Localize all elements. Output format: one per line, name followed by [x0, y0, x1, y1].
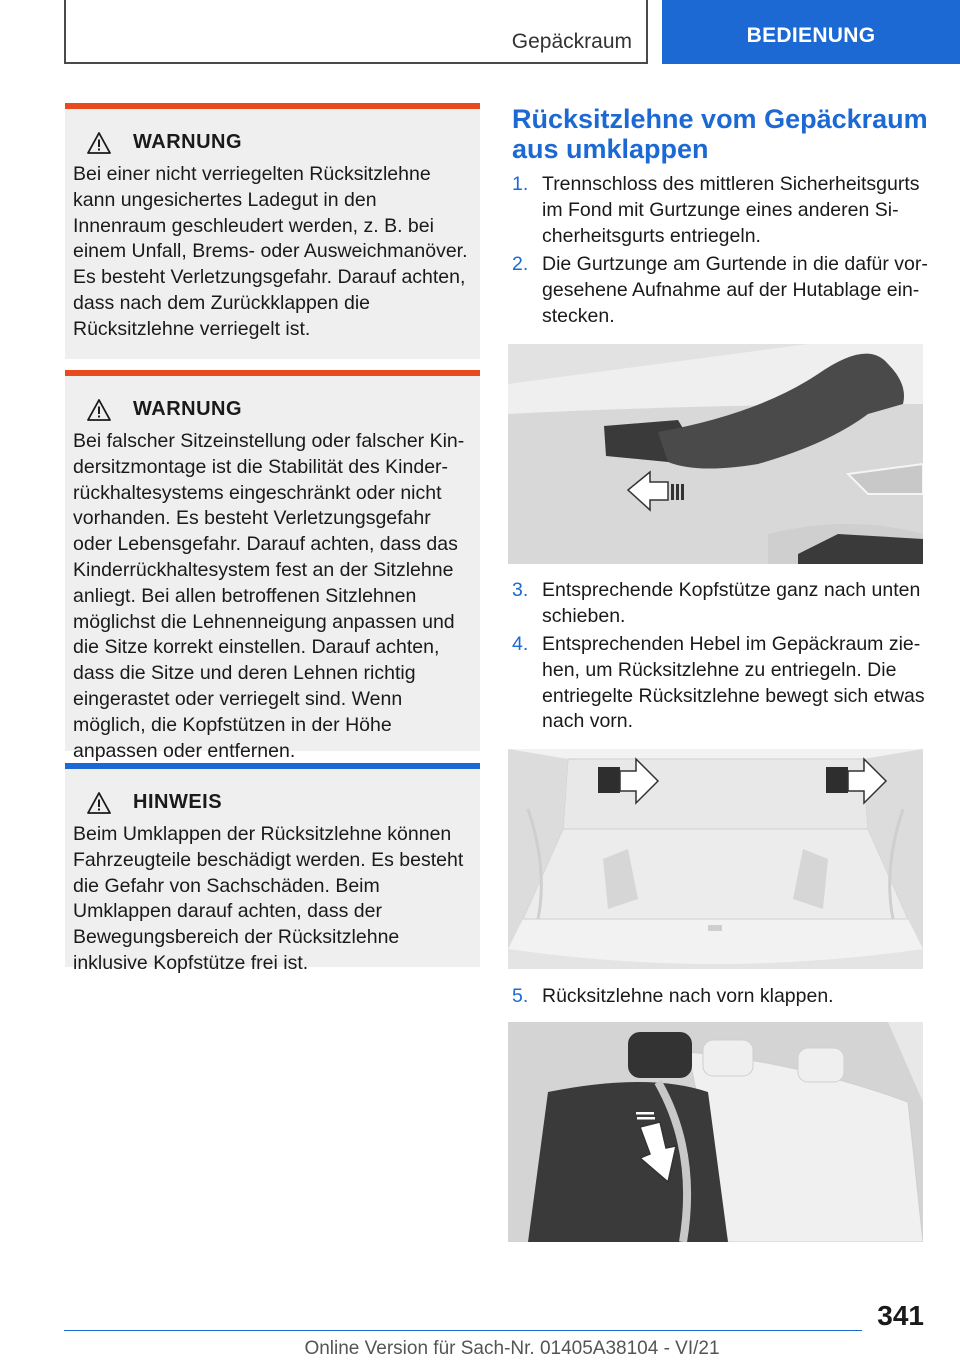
warning-triangle-icon: [87, 132, 111, 154]
page-number: 341: [877, 1300, 924, 1331]
section-title: Gepäckraum: [511, 30, 632, 53]
step-number: 2.: [512, 253, 529, 275]
warning-triangle-icon: [87, 399, 111, 421]
footer-divider: [64, 1330, 862, 1331]
step-number: 4.: [512, 633, 529, 655]
hint-title: HINWEIS: [133, 791, 223, 813]
hint-text: Beim Umklappen der Rücksitzlehne können Fahrzeugteile beschädigt werden. Es besteht die Gefahr von Sachschäden. Beim Umklappen darauf achten, dass der Bewegungsbereich der Rücksitzlehne inklusive Kopfstütze frei ist.: [73, 823, 464, 974]
warning-triangle-icon: [87, 792, 111, 814]
warning-box-1: [65, 103, 480, 359]
step-text: Trennschloss des mittleren Sicherheitsgurts im Fond mit Gurtzunge eines anderen Sicherheitsgurts entriegeln.: [542, 173, 920, 247]
figure-seat-fold: [508, 1022, 923, 1242]
section-heading: Rücksitzlehne vom Gepäckraum aus umklappen: [512, 104, 928, 164]
step-text: Rücksitzlehne nach vorn klappen.: [542, 985, 834, 1007]
step-1: [512, 172, 932, 249]
step-3: [512, 578, 932, 630]
warning-text: Bei falscher Sitzeinstellung oder falscher Kindersitzmontage ist die Stabilität des Kinderrückhaltesystems eingeschränkt oder nicht vorhanden. Es besteht Verletzungsgefahr oder Lebensgefahr. Darauf achten, dass das Kinderrückhaltesystem fest an der Sitzlehne anliegt. Bei allen betroffenen Sitzlehnen möglichst die Lehnenneigung anpassen und die Sitze korrekt einstellen. Darauf achten, dass die Sitze und deren Lehnen richtig eingerastet oder verriegelt sind. Wenn möglich, die Kopfstützen in der Höhe anpassen oder entfernen.: [73, 430, 465, 762]
figure-parcel-shelf: [508, 344, 923, 564]
footer-text: Online Version für Sach-Nr. 01405A38104 - VI/21: [304, 1338, 720, 1359]
chapter-tab: BEDIENUNG: [662, 0, 960, 64]
header-bar: [64, 0, 648, 64]
step-text: Entsprechenden Hebel im Gepäckraum ziehen, um Rücksitzlehne zu entriegeln. Die entriegelte Rücksitzlehne bewegt sich etwas nach vorn.: [542, 633, 925, 733]
step-4: [512, 632, 932, 735]
step-number: 1.: [512, 173, 529, 195]
warning-text: Bei einer nicht verriegelten Rücksitzlehne kann ungesichertes Ladegut in den Innenraum geschleudert werden, z. B. bei einem Unfall, Brems- oder Ausweichmanöver. Es besteht Verletzungsgefahr. Darauf achten, dass nach dem Zurückklappen die Rücksitzlehne verriegelt ist.: [73, 163, 468, 340]
warning-title: WARNUNG: [133, 131, 243, 153]
step-number: 3.: [512, 579, 529, 601]
step-text: Entsprechende Kopfstütze ganz nach unten schieben.: [542, 579, 921, 627]
step-number: 5.: [512, 985, 529, 1007]
warning-title: WARNUNG: [133, 398, 243, 420]
figure-trunk-levers: [508, 749, 923, 969]
warning-box-2: [65, 370, 480, 762]
step-text: Die Gurtzunge am Gurtende in die dafür vorgesehene Aufnahme auf der Hutablage einstecken.: [542, 253, 928, 327]
hint-box: [65, 763, 480, 974]
step-2: [512, 252, 932, 329]
step-5: [512, 984, 932, 1010]
